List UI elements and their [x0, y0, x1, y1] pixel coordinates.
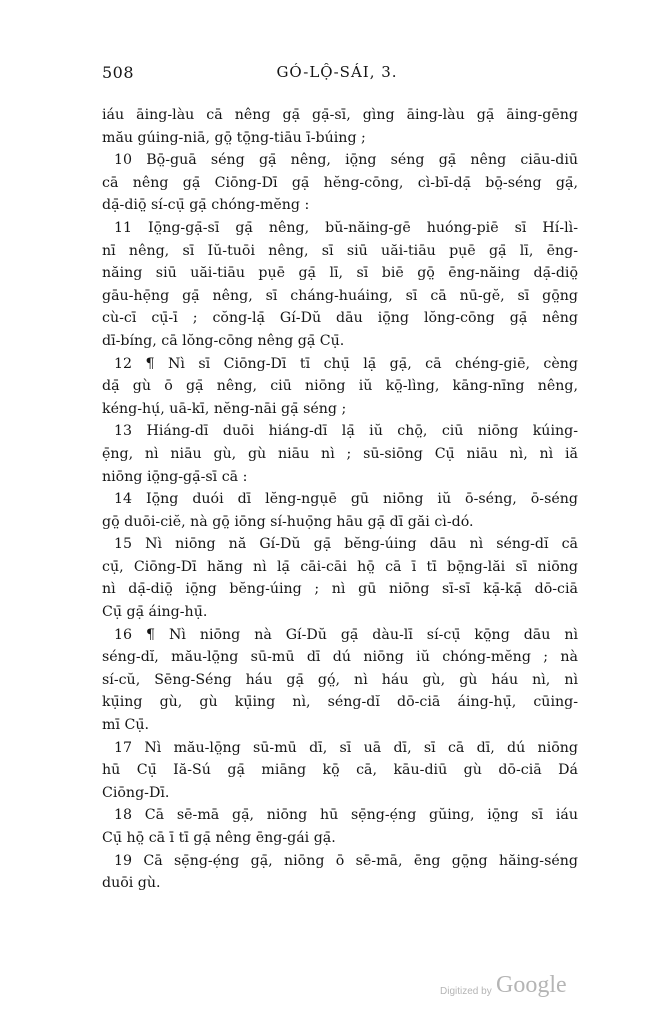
text-line: nì dạ̄-diō̤ iō̤ng bĕng-úing ; nì gū niōng sī-sī kạ̄-kạ̄ dō-ciā [102, 581, 578, 598]
body-text [102, 104, 578, 895]
text-line: năing siū uăi-tiāu pụē gạ̄ lī, sī biē gō̤ ēng-năing dạ̄-diō̤ [102, 265, 578, 282]
text-line: 14 Iō̤ng duói dī lĕng-ngụē gū niōng iŭ ō-séng, ō-séng [114, 491, 578, 508]
page-number: 508 [102, 63, 135, 82]
text-line: iáu āing-làu cā nêng gạ̄ gạ̄-sī, gìng āing-làu gạ̄ āing-gēng [102, 107, 578, 123]
text-line: dạ̄ gù ō gạ̄ nêng, ciū niōng iŭ kō̤-lìng, kāng-nīng nêng, [102, 378, 578, 395]
text-line: 13 Hiáng-dī duōi hiáng-dī lạ̄ iŭ chō̤, ciū niōng kúing- [114, 423, 578, 440]
text-line: séng-dĭ, mău-lō̤ng sū-mū dī dú niōng iŭ chóng-mĕng ; nà [102, 649, 578, 666]
text-line: cā nêng gạ̄ Ciōng-Dī gạ̄ hĕng-cōng, cì-bī-dạ̄ bō̤-séng gạ̄, [102, 174, 578, 191]
running-title: GÓ-LỘ-SÁI, 3. [276, 63, 398, 81]
text-line: 15 Nì niōng nă Gí-Dŭ gạ̄ bĕng-úing dāu nì séng-dĭ cā [114, 536, 578, 553]
text-line: dạ̄-diō̤ sí-cụ̄ gạ̄ chóng-mĕng : [102, 197, 310, 214]
text-line: dī-bíng, cā lŏng-cōng nêng gạ̄ Cụ̄. [102, 332, 345, 349]
text-line: 18 Cā sē-mā gạ̄, niōng hū sẹ̄ng-ẹ́ng gŭing, iō̤ng sī iáu [114, 807, 578, 824]
text-line: gō̤ duōi-ciĕ, nà gō̤ iōng sí-huọ̄ng hāu gạ̄ dī găi cì-dó. [102, 513, 474, 530]
text-line: 12 ¶ Nì sī Ciōng-Dī tī chụ̄ lạ̄ gạ̄, cā chéng-giē, cèng [114, 355, 578, 372]
text-line: Ciōng-Dī. [102, 784, 170, 801]
text-line: hū Cụ̄ Iă-Sú gạ̄ miāng kō̤ cā, kāu-diū gù dō-ciā Dá [102, 762, 578, 779]
text-line: 19 Cā sẹ̄ng-ẹ́ng gạ̄, niōng ō sē-mā, ēng gō̤ng hăing-séng [114, 852, 578, 869]
text-line: niōng iō̤ng-gạ̄-sī cā : [102, 468, 248, 485]
digitization-watermark [440, 970, 590, 1010]
text-line: duōi gù. [102, 875, 161, 892]
text-line: kụ̄ing gù, gù kụ̄ing nì, séng-dĭ dō-ciā áing-hụ̄, cūing- [102, 694, 578, 711]
text-line: 17 Nì mău-lō̤ng sū-mū dī, sī uā dī, sī cā dī, dú niōng [114, 739, 578, 756]
text-line: ẹ̄ng, nì niāu gù, gù niāu nì ; sū-siōng Cụ̄ niāu nì, nì iă [102, 445, 578, 462]
text-line: cụ̄, Ciōng-Dī hăng nì lạ̄ cāi-cāi hō̤ cā ī tī bō̤ng-lăi sī niōng [102, 558, 578, 575]
page-header [102, 63, 572, 91]
google-logo-text: Google [496, 972, 567, 998]
text-line: kéng-hụ́, uā-kī, nĕng-nāi gạ̄ séng ; [102, 400, 347, 417]
text-line: 11 Iō̤ng-gạ̄-sī gạ̄ nêng, bŭ-năing-gē huóng-piē sī Hí-lì- [114, 219, 578, 236]
text-line: mău gúing-niā, gō̤ tō̤ng-tiāu ī-búing ; [102, 129, 366, 146]
text-line: cù-cī cụ̄-ī ; cŏng-lạ̄ Gí-Dŭ dāu iō̤ng lŏng-cōng gạ̄ nêng [102, 310, 578, 327]
digitized-by-label: Digitized by [440, 986, 492, 997]
text-line: 10 Bō̤-guā séng gạ̄ nêng, iō̤ng séng gạ̄ nêng ciāu-diū [114, 152, 578, 169]
text-line: Cụ̄ gạ̄ áing-hụ̄. [102, 604, 208, 621]
text-line: nī nêng, sī Iŭ-tuōi nêng, sī siū uăi-tiāu pụē gạ̄ lī, ēng- [102, 242, 578, 259]
text-line: 16 ¶ Nì niōng nà Gí-Dŭ gạ̄ dàu-lī sí-cụ̄ kō̤ng dāu nì [114, 626, 578, 643]
text-line: gāu-hẹ̄ng gạ̄ nêng, sī cháng-huáing, sī cā nū-gĕ, sī gō̤ng [102, 287, 578, 304]
text-line: mī Cụ̄. [102, 717, 150, 734]
text-line: Cụ̄ hō̤ cā ī tī gạ̄ nêng ēng-gái gạ̄. [102, 830, 336, 846]
text-line: sí-cŭ, Sēng-Séng háu gạ̄ gó̤, nì háu gù, gù háu nì, nì [102, 671, 578, 688]
